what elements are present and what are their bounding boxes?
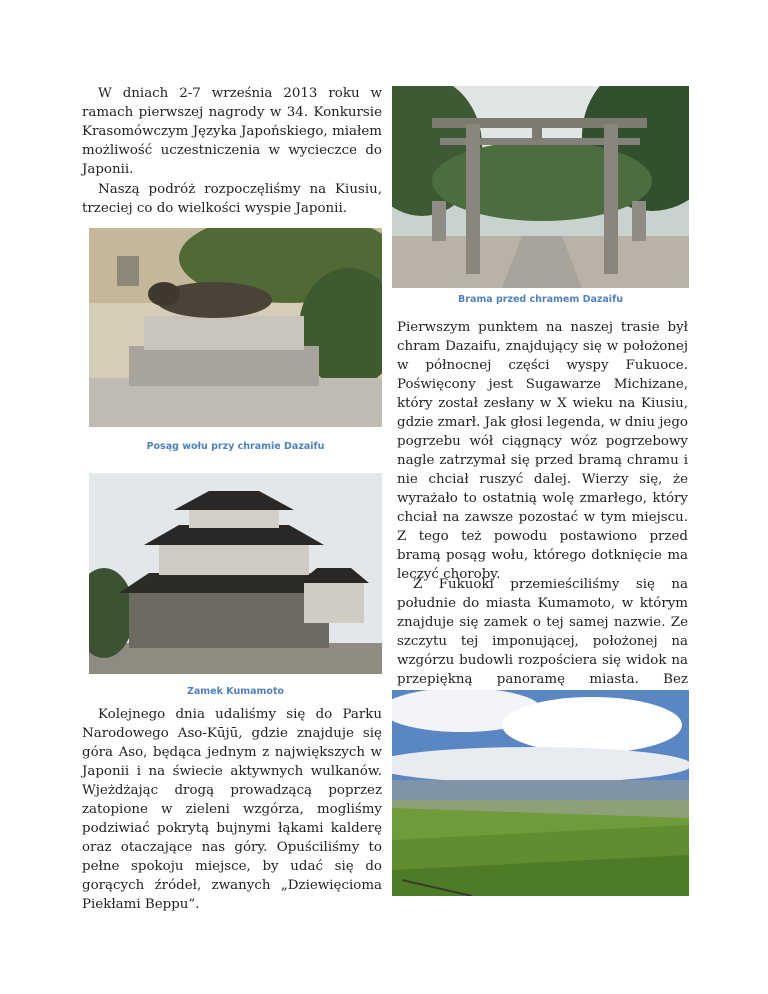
kiusiu-paragraph: Naszą podróż rozpoczęliśmy na Kiusiu, trzeciej co do wielkości wyspie Japonii. [82, 182, 382, 216]
kumamoto-paragraph: Z Fukuoki przemieściliśmy się na południe do miasta Kumamoto, w którym znajduje się zamek o tej samej nazwie. Ze szczytu tej imponującej, położonej na wzgórzu budowli rozpościera się widok na przepiękną panoramę miasta. Bez [397, 577, 688, 687]
torii-gate-photo [392, 86, 689, 288]
castle-caption: Zamek Kumamoto [186, 686, 285, 697]
ox-caption: Posąg wołu przy chramie Dazaifu [146, 441, 325, 452]
intro-paragraph: W dniach 2-7 września 2013 roku w ramach pierwszej nagrody w 34. Konkursie Krasomówczym Języka Japońskiego, miałem możliwość uczestniczenia w wycieczce do Japonii. [82, 86, 382, 177]
kumamoto-castle-photo [89, 473, 382, 674]
aso-landscape-photo [392, 690, 689, 896]
aso-paragraph: Kolejnego dnia udaliśmy się do Parku Narodowego Aso-Kūjū, gdzie znajduje się góra Aso, będąca jednym z największych w Japonii i na świecie aktywnych wulkanów. Wjeżdżając drogą prowadzącą poprzez zatopione w zieleni wzgórza, mogliśmy podziwiać pokrytą bujnymi łąkami kalderę oraz otaczające nas góry. Opuściliśmy to pełne spokoju miejsce, by udać się do gorących źródeł, zwanych „Dziewięcioma Piekłami Beppu”. [82, 707, 382, 912]
dazaifu-paragraph: Pierwszym punktem na naszej trasie był chram Dazaifu, znajdujący się w położonej w północnej części wyspy Fukuoce. Poświęcony jest Sugawarze Michizane, który został zesłany w X wieku na Kiusiu, gdzie zmarł. Jak głosi legenda, w dniu jego pogrzebu wół ciągnący wóz pogrzebowy nagle zatrzymał się przed bramą chramu i nie chciał ruszyć dalej. Wierzy się, że wyrażało to ostatnią wolę zmarłego, który chciał na zawsze pozostać w tym miejscu. Z tego też powodu postawiono przed bramą posąg wołu, którego dotknięcie ma leczyć choroby. [397, 320, 688, 582]
ox-statue-photo [89, 228, 382, 427]
torii-caption: Brama przed chramem Dazaifu [458, 294, 623, 305]
